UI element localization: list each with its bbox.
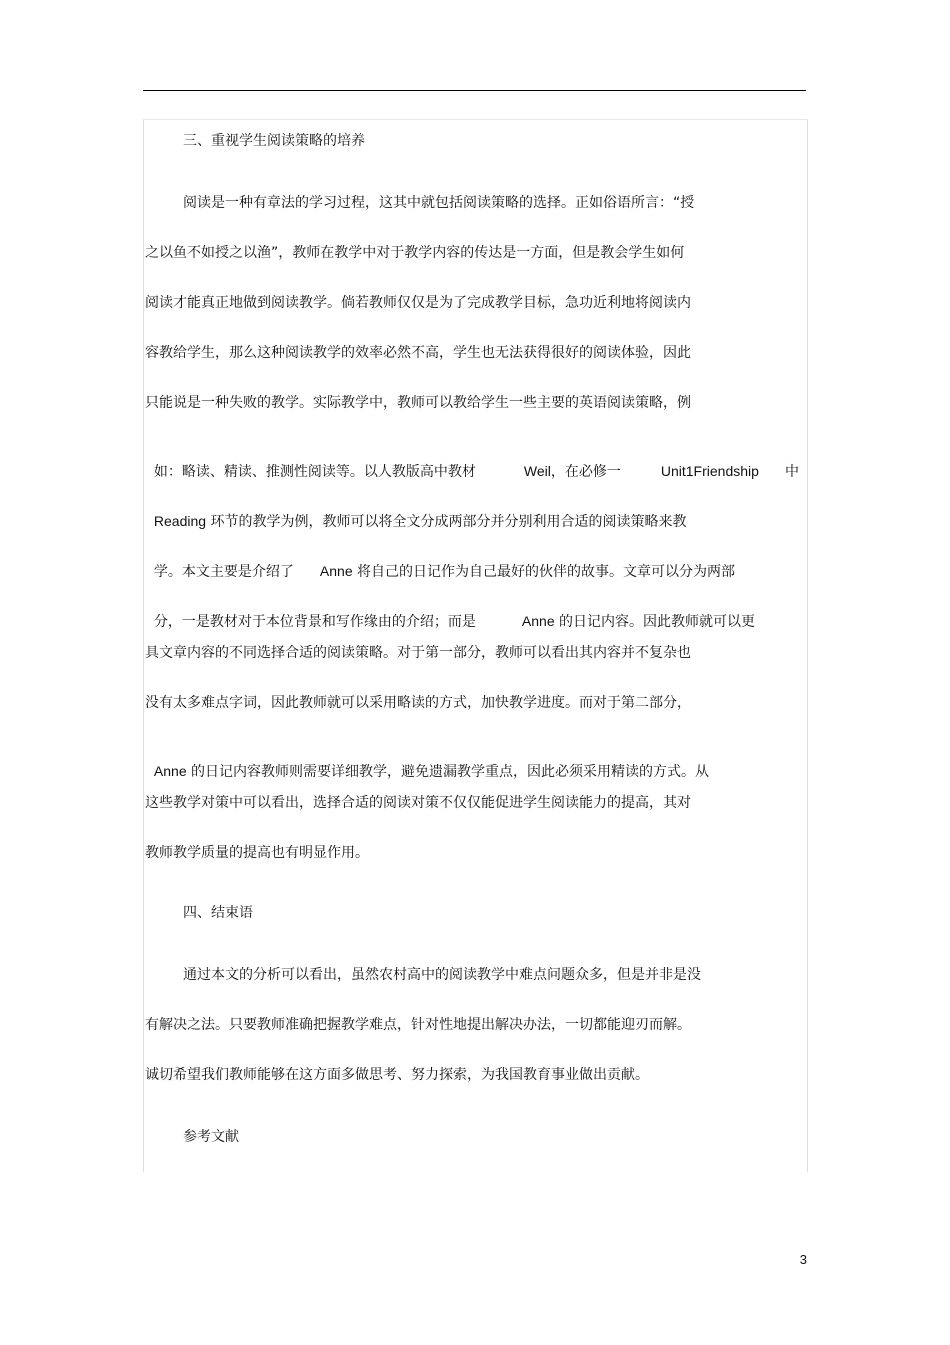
paragraph-line: 诚切希望我们教师能够在这方面多做思考、努力探索，为我国教育事业做出贡献。 [145,1067,649,1083]
section-heading: 参考文献 [183,1129,239,1145]
text-run: Weil，在必修一 [523,463,621,479]
paragraph-line: 通过本文的分析可以看出，虽然农村高中的阅读教学中难点问题众多，但是并非是没 [183,967,701,983]
text-run: Anne [153,763,187,779]
text-run: 分，一是教材对于本位背景和写作缘由的介绍；而是 [153,614,476,630]
text-run: 将自己的日记作为自己最好的伙伴的故事。文章可以分为两部 [352,564,736,580]
text-run: 中 [784,464,799,480]
paragraph-line: 阅读是一种有章法的学习过程，这其中就包括阅读策略的选择。正如俗语所言：“授 [183,195,695,211]
text-run: 环节的教学为例，教师可以将全文分成两部分并分别利用合适的阅读策略来教 [206,514,687,530]
paragraph-line: 容教给学生，那么这种阅读教学的效率必然不高，学生也无法获得很好的阅读体验，因此 [145,345,691,361]
paragraph-line: 没有太多难点字词，因此教师就可以采用略读的方式，加快教学进度。而对于第二部分， [145,695,691,711]
paragraph-line: 阅读才能真正地做到阅读教学。倘若教师仅仅是为了完成教学目标，急功近利地将阅读内 [145,295,691,311]
paragraph-line [145,594,755,631]
paragraph-line [145,544,735,581]
paragraph-line: 有解决之法。只要教师准确把握教学难点，针对性地提出解决办法，一切都能迎刃而解。 [145,1017,691,1033]
section-heading: 四、结束语 [183,905,253,921]
paragraph-line: 教师教学质量的提高也有明显作用。 [145,845,369,861]
paragraph-line: 这些教学对策中可以看出，选择合适的阅读对策不仅仅能促进学生阅读能力的提高，其对 [145,795,691,811]
text-run: 的日记内容教师则需要详细教学，避免遗漏教学重点，因此必须采用精读的方式。从 [186,764,710,780]
text-run: 学。本文主要是介绍了 [153,564,294,580]
paragraph-line: 只能说是一种失败的教学。实际教学中，教师可以教给学生一些主要的英语阅读策略，例 [145,395,691,411]
page-number: 3 [799,1252,807,1267]
text-run: Reading [153,513,207,529]
paragraph-line: 具文章内容的不同选择合适的阅读策略。对于第一部分，教师可以看出其内容并不复杂也 [145,645,691,661]
text-run: Unit1Friendship [660,463,759,479]
text-run: 的日记内容。因此教师就可以更 [554,614,756,630]
text-run: 如：略读、精读、推测性阅读等。以人教版高中教材 [153,464,476,480]
header-rule [143,90,806,91]
text-run: Anne [521,613,555,629]
paragraph-line [145,744,709,781]
paragraph-line [145,494,687,531]
paragraph-line [145,444,802,481]
paragraph-line: 之以鱼不如授之以渔”，教师在教学中对于教学内容的传达是一方面，但是教会学生如何 [145,245,685,261]
text-run: Anne [319,563,353,579]
section-heading: 三、重视学生阅读策略的培养 [183,133,365,149]
